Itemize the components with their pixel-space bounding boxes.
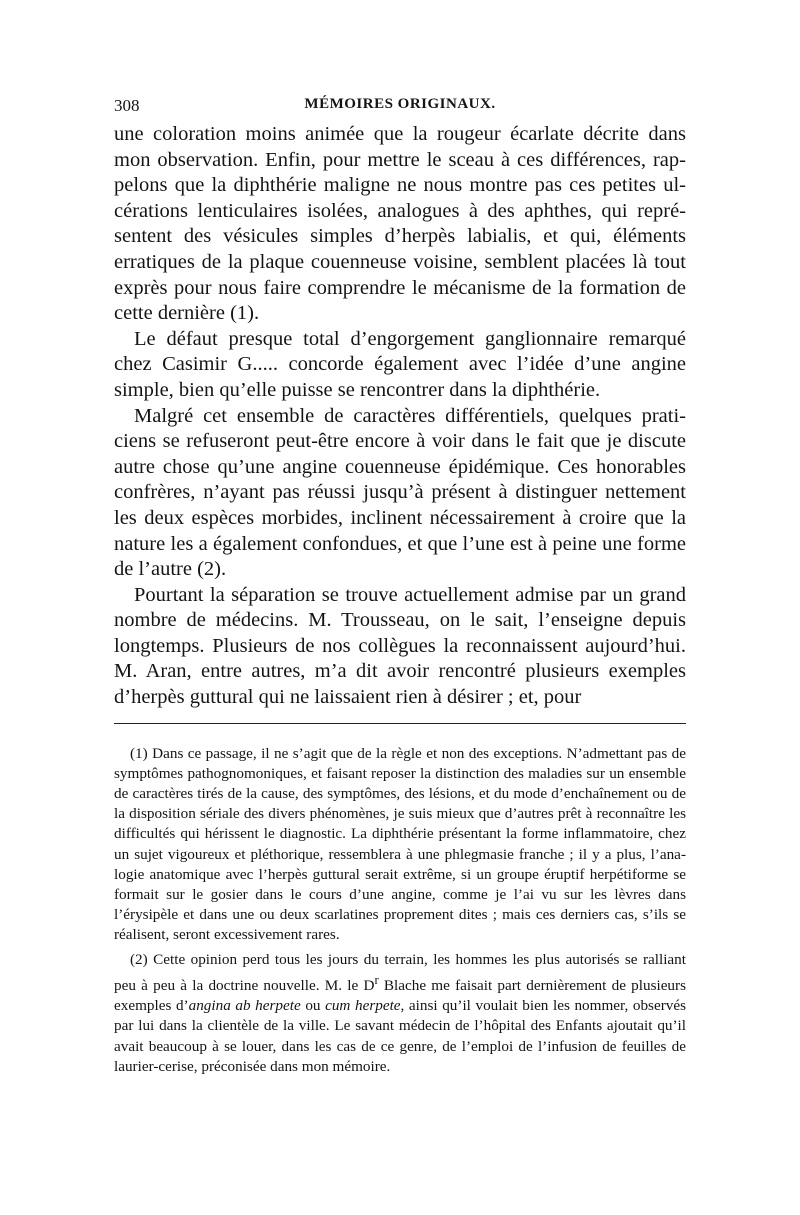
footnote-1: (1) Dans ce passage, il ne s’agit que de la règle et non des exceptions. N’admettant pas de symptômes pathognomoniques, et faisant reposer la distinction des maladies sur un ensemble de caractères tirés de la cause, des symptômes, des lésions, et du mode d’enchaînement ou de la disposition sériale des divers phénomènes, je suis mieux que d’autres prêt à reconnaître les difficultés qui hérissent le diagnostic. La diphthérie présentant la forme inflammatoire, chez un sujet vigoureux et pléthorique, ressemblera à une phlegmasie franche ; il y a plus, l’analogie anatomique avec l’herpès guttural serait extrême, si un groupe éruptif herpétiforme se formait sur le gosier dans le cours d’une angine, comme je l’ai vu sur les lèvres dans l’érysipèle et dans une ou deux scarlatines proprement dites ; mais ces derniers cas, s’ils se réalisent, seront excessivement rares. (114, 744, 686, 944)
footnote-2-text: ou (300, 997, 326, 1015)
body-text (114, 122, 686, 711)
book-page (114, 96, 686, 1077)
footnote-2-text: Blache me faisait part dernièrement de plusieurs exemples d’ (114, 976, 686, 1015)
running-head (114, 96, 686, 122)
footnote-rule (114, 723, 686, 724)
page-number: 308 (114, 96, 140, 115)
running-title: MÉMOIRES ORIGINAUX. (304, 96, 496, 112)
footnote-2-text: , ainsi qu’il voulait bien les nommer, observés par lui dans la clientèle de la ville. Le savant médecin de l’hôpital des Enfants ajoutait qu’il avait beaucoup à se louer, dans les cas de ce genre, de l’emploi de l’infusion de feuilles de laurier-cerise, préconisée dans mon mémoire. (114, 997, 686, 1075)
paragraph-differential: Malgré cet ensemble de caractères différentiels, quelques praticiens se refuseront peut-être encore à voir dans le fait que je discute autre chose qu’une angine couenneuse épidémique. Ces honorables confrères, n’ayant pas réussi jusqu’à présent à distinguer nettement les deux espèces morbides, inclinent nécessairement à croire que la nature les a également confondues, et que l’une est à peine une forme de l’autre (2). (114, 404, 686, 581)
footnote-2-latin-term: angina ab herpete (188, 997, 301, 1015)
footnote-2 (114, 950, 686, 1077)
paragraph-separation: Pourtant la séparation se trouve actuellement admise par un grand nombre de médecins. M. Trousseau, on le sait, l’enseigne depuis longtemps. Plusieurs de nos collègues la reconnaissent aujourd’hui. M. Aran, entre autres, m’a dit avoir rencontré plusieurs exemples d’herpès guttural qui ne laissaient rien à désirer ; et, pour (114, 583, 686, 709)
footnote-2-superscript: r (374, 972, 379, 987)
paragraph-ganglion: Le défaut presque total d’engorgement ganglionnaire remarqué chez Casimir G..... concorde également avec l’idée d’une angine simple, bien qu’elle puisse se rencontrer dans la diphthérie. (114, 327, 686, 401)
footnote-2-text: (2) Cette opinion perd tous les jours du terrain, les hommes les plus autorisés se ralliant peu à peu à la doctrine nouvelle. M. le D (114, 950, 686, 994)
footnote-2-latin-term: cum herpete (325, 997, 401, 1015)
footnotes (114, 744, 686, 1077)
paragraph-continued: une coloration moins animée que la rougeur écarlate décrite dans mon observation. Enfin, pour mettre le sceau à ces différences, rappelons que la diphthérie maligne ne nous montre pas ces petites ulcérations lenticulaires isolées, analogues à des aphthes, qui représentent des vésicules simples d’herpès labialis, et qui, éléments erratiques de la plaque couenneuse voisine, semblent placées là tout exprès pour nous faire comprendre le mécanisme de la formation de cette dernière (1). (114, 123, 686, 325)
